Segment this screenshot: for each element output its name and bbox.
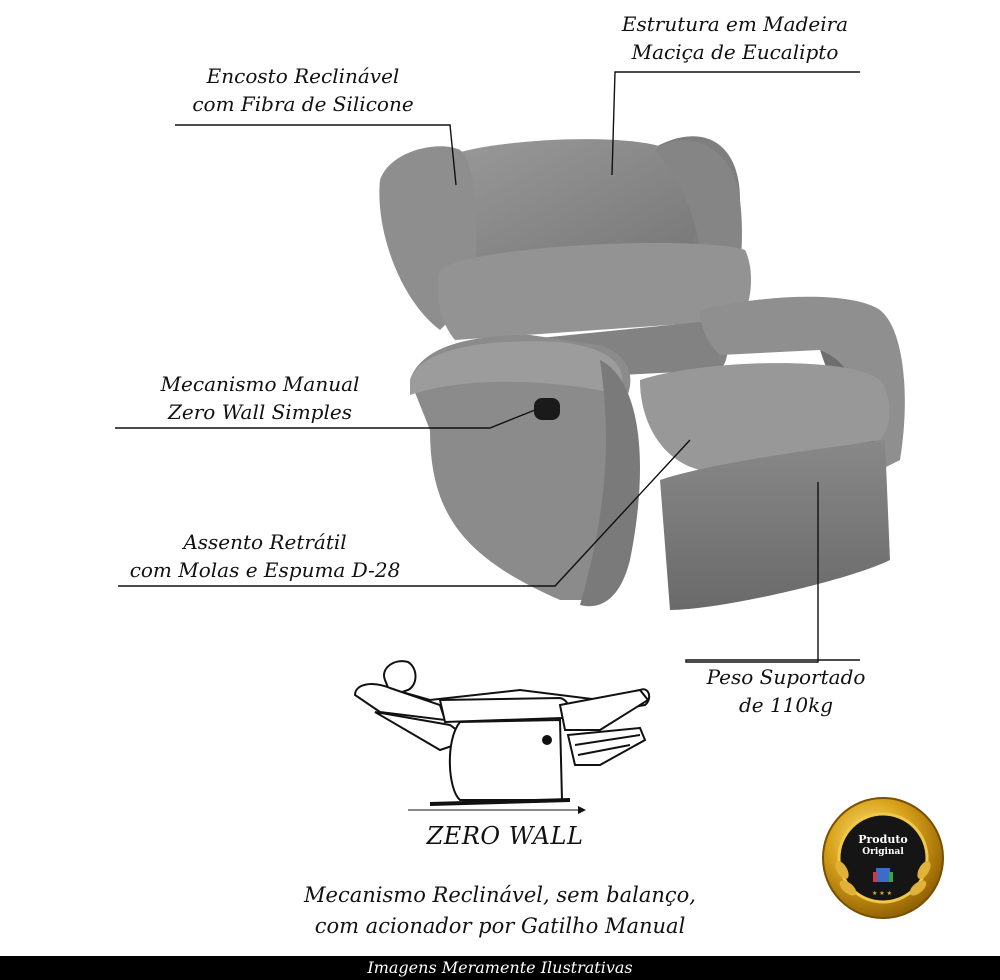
callout-seat-line2: com Molas e Espuma D-28 — [129, 558, 401, 582]
callout-mechanism — [140, 370, 380, 426]
seal-label — [843, 833, 923, 859]
disclaimer-footer: Imagens Meramente Ilustrativas — [0, 956, 1000, 980]
callout-seat-line1: Assento Retrátil — [183, 530, 347, 554]
callout-structure-line1: Estrutura em Madeira — [621, 12, 849, 36]
callout-mechanism-line1: Mecanismo Manual — [160, 372, 360, 396]
description-line1: Mecanismo Reclinável, sem balanço, — [304, 883, 696, 907]
callout-structure-line2: Maciça de Eucalipto — [631, 40, 839, 64]
mechanism-description — [270, 880, 730, 942]
callout-weight-line2: de 110kg — [738, 693, 834, 717]
description-line2: com acionador por Gatilho Manual — [314, 914, 686, 938]
recliner-chair — [379, 136, 904, 610]
callout-backrest — [178, 62, 428, 118]
seal-line1: Produto — [858, 833, 908, 846]
zero-wall-title: ZERO WALL — [426, 822, 584, 850]
callout-seat — [120, 528, 410, 584]
svg-text:★ ★ ★: ★ ★ ★ — [872, 890, 892, 897]
callout-weight — [686, 663, 886, 719]
callout-mechanism-line2: Zero Wall Simples — [168, 400, 352, 424]
trigger-handle-icon — [534, 398, 560, 420]
callout-structure — [610, 10, 860, 66]
seal-line2: Original — [862, 847, 904, 857]
callout-backrest-line2: com Fibra de Silicone — [192, 92, 414, 116]
zero-wall-diagram — [355, 661, 649, 814]
callout-weight-line1: Peso Suportado — [706, 665, 866, 689]
callout-backrest-line1: Encosto Reclinável — [206, 64, 400, 88]
